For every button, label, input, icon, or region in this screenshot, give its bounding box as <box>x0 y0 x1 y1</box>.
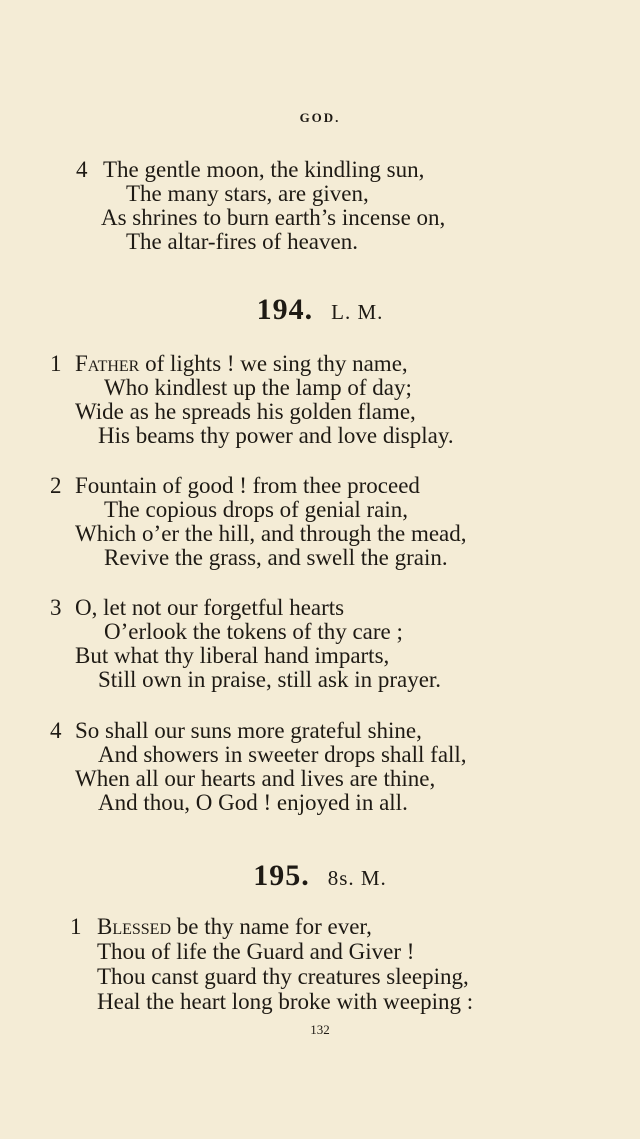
verse-line: But what thy liberal hand imparts, <box>75 643 390 668</box>
hymn-meter: L. M. <box>331 300 384 324</box>
verse-line: The copious drops of genial rain, <box>104 497 409 522</box>
verse-line <box>75 351 408 377</box>
hymn-heading-195 <box>0 859 640 893</box>
verse-line: And showers in sweeter drops shall fall, <box>98 742 467 767</box>
verse-line: O’erlook the tokens of thy care ; <box>104 619 403 644</box>
running-header: GOD. <box>299 110 341 125</box>
verse-line: The altar-fires of heaven. <box>126 229 358 254</box>
verse-line: His beams thy power and love display. <box>98 423 454 448</box>
verse-line: Fountain of good ! from thee proceed <box>75 473 420 498</box>
stanza-number: 3 <box>50 595 62 620</box>
first-line-rest: of lights ! we sing thy name, <box>139 351 408 376</box>
verse-line: Wide as he spreads his golden flame, <box>75 399 416 424</box>
first-line-rest: be thy name for ever, <box>171 914 372 939</box>
verse-line: The many stars, are given, <box>126 181 369 206</box>
initial-word: Blessed <box>97 914 172 939</box>
verse-line: As shrines to burn earth’s incense on, <box>101 205 446 230</box>
stanza-number: 4 <box>76 157 88 182</box>
verse-line: Thou canst guard thy creatures sleeping, <box>97 964 469 989</box>
hymn-heading-194 <box>0 293 640 327</box>
verse-line: Still own in praise, still ask in prayer. <box>98 667 442 692</box>
stanza-number: 4 <box>50 718 62 743</box>
hymn-number: 195. <box>253 859 310 892</box>
verse-line: When all our hearts and lives are thine, <box>75 766 436 791</box>
stanza-number: 2 <box>50 473 62 498</box>
hymn-meter: 8s. M. <box>327 866 387 890</box>
verse-line: Which o’er the hill, and through the mead, <box>75 521 467 546</box>
verse-line: Revive the grass, and swell the grain. <box>104 545 448 570</box>
verse-line: The gentle moon, the kindling sun, <box>103 157 425 182</box>
verse-line: So shall our suns more grateful shine, <box>75 718 422 743</box>
stanza-number: 1 <box>70 914 82 939</box>
verse-line: And thou, O God ! enjoyed in all. <box>98 790 408 815</box>
stanza-number: 1 <box>50 351 62 376</box>
initial-word: Father <box>75 351 140 376</box>
verse-line <box>97 914 372 940</box>
verse-line: Who kindlest up the lamp of day; <box>104 375 412 400</box>
verse-line: O, let not our forgetful hearts <box>75 595 345 620</box>
verse-line: Thou of life the Guard and Giver ! <box>97 939 415 964</box>
verse-line: Heal the heart long broke with weeping : <box>97 989 474 1014</box>
hymn-number: 194. <box>256 293 314 326</box>
page-number: 132 <box>310 1022 330 1037</box>
